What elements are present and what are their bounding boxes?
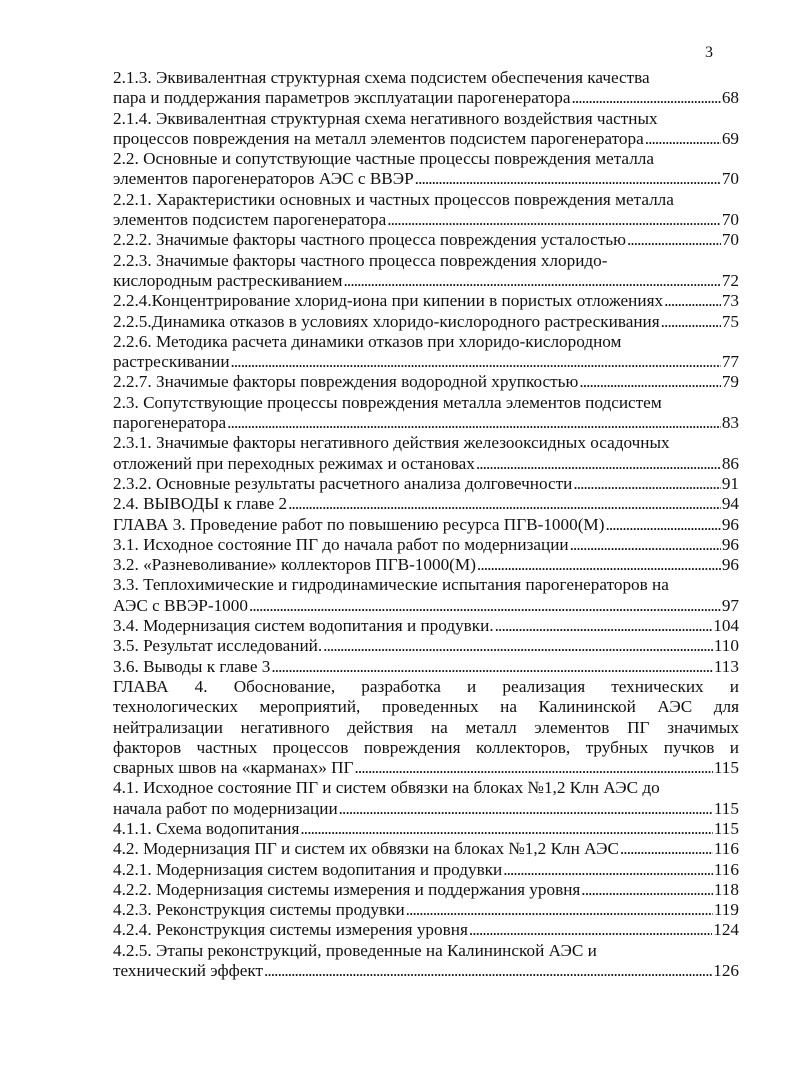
dot-leader (288, 494, 721, 514)
toc-entry-title: 3.1. Исходное состояние ПГ до начала работ по модернизации (113, 534, 569, 554)
toc-entry-title: 3.4. Модернизация систем водопитания и продувки. (113, 616, 494, 636)
toc-entry-last-line (113, 758, 739, 778)
toc-entry-title: 2.4. ВЫВОДЫ к главе 2 (113, 494, 288, 514)
toc-entry-line: 3.3. Теплохимические и гидродинамические испытания парогенераторов на (113, 575, 669, 595)
toc-entry (113, 149, 739, 190)
toc-entry-title: 3.5. Результат исследований. (113, 636, 323, 656)
toc-entry-last-line (113, 494, 739, 514)
toc-entry-title: кислородным растрескиванием (113, 270, 343, 290)
toc-entry-line: факторов частных процессов повреждения коллекторов, трубных пучков и (113, 737, 739, 757)
toc-entry-last-line (113, 880, 739, 900)
toc-entry-page: 115 (713, 798, 739, 818)
toc-entry-page: 115 (713, 818, 739, 838)
toc-entry-last-line (113, 129, 739, 149)
dot-leader (231, 352, 721, 372)
toc-entry-last-line (113, 230, 739, 250)
toc-entry (113, 616, 739, 636)
toc-entry-line: 2.2.3. Значимые факторы частного процесса повреждения хлоридо- (113, 250, 608, 270)
toc-entry (113, 535, 739, 555)
toc-entry-last-line (113, 596, 739, 616)
toc-entry-page: 83 (721, 413, 739, 433)
toc-entry (113, 657, 739, 677)
toc-entry-last-line (113, 819, 739, 839)
toc-entry-title: 3.2. «Разневоливание» коллекторов ПГВ-1000(М) (113, 555, 476, 575)
toc-entry-page: 96 (721, 534, 739, 554)
toc-entry-page: 91 (721, 473, 739, 493)
toc-entry-title: 2.2.7. Значимые факторы повреждения водородной хрупкостью (113, 372, 579, 392)
toc-entry (113, 312, 739, 332)
toc-entry-page: 72 (721, 270, 739, 290)
toc-entry-line: 2.2.1. Характеристики основных и частных процессов повреждения металла (113, 189, 674, 209)
toc-entry-last-line (113, 900, 739, 920)
dot-leader (503, 860, 713, 880)
toc-entry-page: 113 (713, 656, 739, 676)
toc-entry (113, 819, 739, 839)
dot-leader (495, 616, 713, 636)
toc-entry-page: 77 (721, 352, 739, 372)
dot-leader (573, 474, 720, 494)
toc-entry-page: 126 (713, 961, 739, 981)
toc-entry-last-line (113, 920, 739, 940)
toc-entry-last-line (113, 413, 739, 433)
toc-entry-last-line (113, 555, 739, 575)
toc-entry-last-line (113, 860, 739, 880)
toc-entry-last-line (113, 291, 739, 311)
toc-entry (113, 677, 739, 778)
toc-entry-last-line (113, 88, 739, 108)
toc-entry-page: 96 (721, 555, 739, 575)
dot-leader (300, 819, 712, 839)
toc-entry-page: 97 (721, 595, 739, 615)
toc-entry-title: сварных швов на «карманах» ПГ (113, 758, 354, 778)
dot-leader (323, 636, 713, 656)
toc-entry-title: начала работ по модернизации (113, 798, 338, 818)
toc-entry-line: 4.1. Исходное состояние ПГ и систем обвязки на блоках №1,2 Клн АЭС до (113, 778, 660, 798)
toc-entry-last-line (113, 454, 739, 474)
toc-entry-line: 2.3.1. Значимые факторы негативного действия железооксидных осадочных (113, 433, 670, 453)
toc-entry-last-line (113, 616, 739, 636)
toc-entry-last-line (113, 352, 739, 372)
toc-entry (113, 393, 739, 434)
toc-entry-last-line (113, 799, 739, 819)
toc-entry-line: 2.3. Сопутствующие процессы повреждения металла элементов подсистем (113, 392, 662, 412)
toc-entry-last-line (113, 657, 739, 677)
toc-entry-title: 4.2. Модернизация ПГ и систем их обвязки на блоках №1,2 Клн АЭС (113, 839, 619, 859)
toc-entry-line: 2.2.6. Методика расчета динамики отказов при хлоридо-кислородном (113, 331, 622, 351)
toc-entry-page: 70 (721, 210, 739, 230)
dot-leader (354, 758, 712, 778)
toc-entry (113, 494, 739, 514)
toc-entry-title: процессов повреждения на металл элементов подсистем парогенератора (113, 128, 644, 148)
dot-leader (406, 900, 713, 920)
toc-entry (113, 860, 739, 880)
toc-entry (113, 230, 739, 250)
toc-entry-page: 94 (721, 494, 739, 514)
toc-entry-page: 73 (721, 291, 739, 311)
toc-entry-page: 96 (721, 514, 739, 534)
toc-entry-title: 2.2.2. Значимые факторы частного процесса повреждения усталостью (113, 230, 626, 250)
dot-leader (249, 596, 721, 616)
toc-entry-last-line (113, 210, 739, 230)
toc-entry-title: 2.2.5.Динамика отказов в условиях хлоридо-кислородного растрескивания (113, 311, 660, 331)
toc-entry-page: 79 (721, 372, 739, 392)
toc-entry-page: 70 (721, 230, 739, 250)
toc-entry-page: 115 (713, 758, 739, 778)
toc-entry (113, 941, 739, 982)
toc-entry (113, 474, 739, 494)
toc-entry (113, 332, 739, 373)
table-of-contents (113, 68, 739, 981)
toc-entry-last-line (113, 474, 739, 494)
toc-entry (113, 900, 739, 920)
toc-entry-page: 119 (713, 900, 739, 920)
toc-entry (113, 636, 739, 656)
toc-entry-title: 3.6. Выводы к главе 3 (113, 656, 271, 676)
toc-entry-line: технологических мероприятий, проведенных на Калининской АЭС для (113, 697, 739, 717)
toc-entry-page: 68 (721, 88, 739, 108)
toc-entry (113, 880, 739, 900)
dot-leader (579, 372, 720, 392)
dot-leader (476, 454, 721, 474)
toc-entry-title: АЭС с ВВЭР-1000 (113, 595, 248, 615)
dot-leader (572, 88, 721, 108)
toc-entry-page: 75 (721, 311, 739, 331)
toc-entry-line: 4.2.5. Этапы реконструкций, проведенные на Калининской АЭС и (113, 940, 597, 960)
dot-leader (605, 515, 720, 535)
dot-leader (344, 271, 721, 291)
toc-entry-page: 116 (713, 859, 739, 879)
toc-entry-title: элементов парогенераторов АЭС с ВВЭР (113, 169, 414, 189)
dot-leader (627, 230, 721, 250)
dot-leader (581, 880, 713, 900)
toc-entry (113, 839, 739, 859)
toc-entry-title: отложений при переходных режимах и остановах (113, 453, 475, 473)
dot-leader (387, 210, 721, 230)
toc-entry-last-line (113, 312, 739, 332)
toc-entry-title: ГЛАВА 3. Проведение работ по повышению ресурса ПГВ-1000(М) (113, 514, 605, 534)
toc-entry-page: 86 (721, 453, 739, 473)
toc-entry-line: нейтрализации негативного действия на металл элементов ПГ значимых (113, 717, 739, 737)
toc-entry-last-line (113, 515, 739, 535)
toc-entry (113, 778, 739, 819)
toc-entry-title: парогенератора (113, 413, 227, 433)
dot-leader (271, 657, 713, 677)
toc-entry-page: 124 (713, 920, 739, 940)
toc-entry (113, 291, 739, 311)
dot-leader (661, 312, 721, 332)
toc-entry-last-line (113, 169, 739, 189)
page-number: 3 (705, 44, 713, 61)
toc-entry-page: 110 (713, 636, 739, 656)
toc-entry-title: 4.1.1. Схема водопитания (113, 818, 300, 838)
dot-leader (620, 839, 713, 859)
toc-entry-title: 2.3.2. Основные результаты расчетного анализа долговечности (113, 473, 573, 493)
toc-entry-line: 2.1.3. Эквивалентная структурная схема подсистем обеспечения качества (113, 68, 650, 87)
dot-leader (227, 413, 721, 433)
toc-entry-title: 4.2.3. Реконструкция системы продувки (113, 900, 405, 920)
toc-entry (113, 372, 739, 392)
toc-entry-title: 4.2.4. Реконструкция системы измерения уровня (113, 920, 468, 940)
toc-entry (113, 920, 739, 940)
toc-entry-line: ГЛАВА 4. Обоснование, разработка и реализация технических и (113, 676, 739, 696)
dot-leader (339, 799, 713, 819)
dot-leader (664, 291, 721, 311)
toc-entry (113, 515, 739, 535)
toc-entry-page: 70 (721, 169, 739, 189)
toc-entry-last-line (113, 535, 739, 555)
toc-entry-title: 2.2.4.Концентрирование хлорид-иона при кипении в пористых отложениях (113, 291, 664, 311)
toc-entry-page: 69 (721, 128, 739, 148)
dot-leader (469, 920, 712, 940)
toc-entry-last-line (113, 839, 739, 859)
dot-leader (645, 129, 721, 149)
dot-leader (264, 961, 712, 981)
toc-entry-line: 2.2. Основные и сопутствующие частные процессы повреждения металла (113, 149, 654, 169)
toc-entry-title: растрескивании (113, 352, 230, 372)
dot-leader (570, 535, 721, 555)
toc-entry-page: 116 (713, 839, 739, 859)
toc-entry-title: технический эффект (113, 961, 263, 981)
toc-entry-title: 4.2.1. Модернизация систем водопитания и продувки (113, 859, 503, 879)
toc-entry-page: 104 (713, 616, 739, 636)
toc-entry (113, 251, 739, 292)
toc-entry-last-line (113, 271, 739, 291)
toc-entry (113, 109, 739, 150)
toc-entry-line: 2.1.4. Эквивалентная структурная схема негативного воздействия частных (113, 108, 658, 128)
toc-entry-last-line (113, 961, 739, 981)
toc-entry (113, 433, 739, 474)
toc-entry (113, 68, 739, 109)
toc-entry-page: 118 (713, 879, 739, 899)
toc-entry-title: элементов подсистем парогенератора (113, 210, 387, 230)
toc-entry-title: 4.2.2. Модернизация системы измерения и поддержания уровня (113, 879, 581, 899)
dot-leader (477, 555, 721, 575)
toc-entry-last-line (113, 372, 739, 392)
toc-entry (113, 555, 739, 575)
dot-leader (415, 169, 721, 189)
toc-entry-title: пара и поддержания параметров эксплуатации парогенератора (113, 88, 571, 108)
toc-entry-last-line (113, 636, 739, 656)
toc-entry (113, 190, 739, 231)
toc-entry (113, 575, 739, 616)
